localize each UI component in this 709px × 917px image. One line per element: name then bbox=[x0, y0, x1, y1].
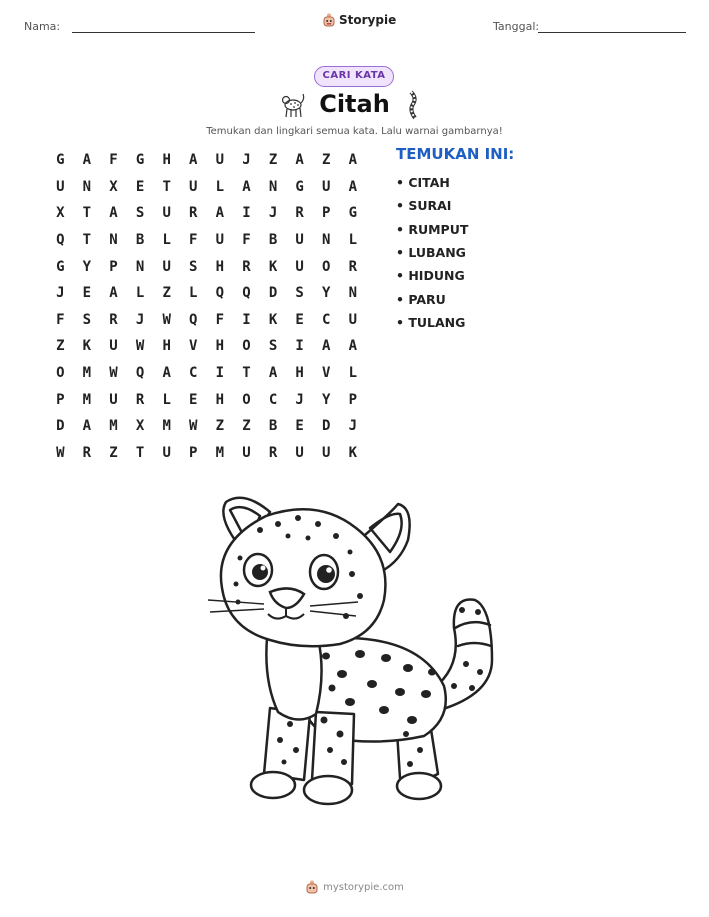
grid-letter[interactable]: N bbox=[348, 285, 358, 302]
storypie-footer-logo-icon bbox=[305, 879, 319, 895]
cheetah-tail-icon bbox=[406, 90, 420, 120]
grid-letter[interactable]: T bbox=[242, 365, 251, 382]
grid-letter[interactable]: A bbox=[268, 365, 278, 382]
grid-letter[interactable]: U bbox=[295, 444, 304, 461]
grid-letter[interactable]: A bbox=[162, 365, 171, 382]
grid-letter[interactable]: V bbox=[322, 365, 331, 382]
grid-letter[interactable]: L bbox=[162, 232, 171, 249]
grid-letter[interactable]: U bbox=[348, 311, 358, 328]
grid-letter[interactable]: A bbox=[322, 338, 331, 355]
grid-row bbox=[47, 440, 366, 467]
grid-letter[interactable]: N bbox=[322, 232, 331, 249]
grid-letter[interactable]: H bbox=[215, 338, 225, 355]
grid-letter[interactable]: Z bbox=[268, 152, 278, 169]
word-list-item: • TULANG bbox=[396, 314, 466, 330]
grid-letter[interactable]: Y bbox=[82, 258, 92, 275]
grid-letter[interactable]: U bbox=[189, 178, 198, 195]
storypie-logo-icon bbox=[322, 12, 336, 28]
name-label: Nama: bbox=[24, 20, 61, 33]
word-list-item: • SURAI bbox=[396, 198, 452, 214]
grid-letter[interactable]: I bbox=[242, 311, 251, 328]
grid-letter[interactable]: J bbox=[242, 152, 251, 169]
grid-letter[interactable]: G bbox=[348, 205, 358, 222]
grid-letter[interactable]: Q bbox=[215, 285, 225, 302]
grid-letter[interactable]: L bbox=[348, 365, 358, 382]
grid-letter[interactable]: U bbox=[322, 178, 331, 195]
grid-letter[interactable]: J bbox=[56, 285, 65, 302]
grid-letter[interactable]: W bbox=[56, 444, 65, 461]
grid-letter[interactable]: G bbox=[295, 178, 304, 195]
brand-name: Storypie bbox=[339, 13, 397, 27]
grid-letter[interactable]: B bbox=[268, 232, 278, 249]
grid-letter[interactable]: A bbox=[189, 152, 198, 169]
grid-letter[interactable]: A bbox=[348, 338, 358, 355]
word-list-item: • RUMPUT bbox=[396, 221, 469, 237]
grid-letter[interactable]: U bbox=[162, 444, 171, 461]
grid-letter[interactable]: U bbox=[242, 444, 251, 461]
grid-letter[interactable]: H bbox=[162, 338, 171, 355]
grid-letter[interactable]: W bbox=[162, 311, 171, 328]
grid-letter[interactable]: K bbox=[268, 311, 278, 328]
grid-letter[interactable]: Z bbox=[162, 285, 171, 302]
grid-letter[interactable]: L bbox=[162, 391, 171, 408]
grid-letter[interactable]: J bbox=[348, 418, 358, 435]
brand-logo bbox=[322, 12, 396, 28]
grid-letter[interactable]: V bbox=[189, 338, 198, 355]
grid-letter[interactable]: W bbox=[135, 338, 145, 355]
grid-letter[interactable]: E bbox=[135, 178, 145, 195]
grid-letter[interactable]: R bbox=[109, 311, 118, 328]
grid-row bbox=[47, 174, 366, 201]
grid-letter[interactable]: Z bbox=[322, 152, 331, 169]
grid-letter[interactable]: A bbox=[215, 205, 225, 222]
grid-letter[interactable]: R bbox=[348, 258, 358, 275]
grid-letter[interactable]: X bbox=[135, 418, 145, 435]
grid-letter[interactable]: G bbox=[56, 258, 65, 275]
grid-letter[interactable]: A bbox=[242, 178, 251, 195]
grid-letter[interactable]: N bbox=[109, 232, 118, 249]
grid-letter[interactable]: P bbox=[348, 391, 358, 408]
page-title: Citah bbox=[319, 90, 390, 118]
grid-letter[interactable]: J bbox=[268, 205, 278, 222]
grid-letter[interactable]: F bbox=[242, 232, 251, 249]
grid-letter[interactable]: H bbox=[162, 152, 171, 169]
grid-letter[interactable]: B bbox=[135, 232, 145, 249]
date-field[interactable] bbox=[538, 32, 686, 33]
grid-letter[interactable]: D bbox=[268, 285, 278, 302]
grid-letter[interactable]: M bbox=[82, 365, 92, 382]
grid-letter[interactable]: R bbox=[189, 205, 198, 222]
grid-letter[interactable]: U bbox=[56, 178, 65, 195]
word-list-title: TEMUKAN INI: bbox=[396, 145, 515, 163]
grid-letter[interactable]: R bbox=[242, 258, 251, 275]
grid-letter[interactable]: A bbox=[295, 152, 304, 169]
name-field[interactable] bbox=[72, 32, 255, 33]
grid-letter[interactable]: T bbox=[162, 178, 171, 195]
grid-letter[interactable]: A bbox=[348, 178, 358, 195]
category-badge: CARI KATA bbox=[314, 66, 394, 87]
grid-row bbox=[47, 147, 366, 174]
grid-letter[interactable]: E bbox=[82, 285, 92, 302]
grid-letter[interactable]: O bbox=[242, 338, 251, 355]
grid-letter[interactable]: M bbox=[162, 418, 171, 435]
grid-letter[interactable]: T bbox=[82, 232, 92, 249]
grid-letter[interactable]: H bbox=[215, 258, 225, 275]
grid-letter[interactable]: M bbox=[215, 444, 225, 461]
grid-letter[interactable]: C bbox=[189, 365, 198, 382]
grid-letter[interactable]: Z bbox=[109, 444, 118, 461]
grid-letter[interactable]: O bbox=[242, 391, 251, 408]
grid-letter[interactable]: P bbox=[189, 444, 198, 461]
grid-letter[interactable]: I bbox=[295, 338, 304, 355]
grid-letter[interactable]: H bbox=[295, 365, 304, 382]
grid-letter[interactable]: N bbox=[82, 178, 92, 195]
grid-letter[interactable]: X bbox=[109, 178, 118, 195]
grid-letter[interactable]: K bbox=[268, 258, 278, 275]
grid-letter[interactable]: E bbox=[295, 418, 304, 435]
grid-letter[interactable]: U bbox=[215, 232, 225, 249]
instructions: Temukan dan lingkari semua kata. Lalu warnai gambarnya! bbox=[206, 126, 503, 137]
grid-letter[interactable]: A bbox=[82, 418, 92, 435]
word-search-grid[interactable] bbox=[47, 147, 366, 466]
grid-letter[interactable]: S bbox=[268, 338, 278, 355]
grid-letter[interactable]: C bbox=[268, 391, 278, 408]
grid-letter[interactable]: F bbox=[215, 311, 225, 328]
grid-row bbox=[47, 200, 366, 227]
grid-row bbox=[47, 227, 366, 254]
grid-letter[interactable]: U bbox=[295, 232, 304, 249]
grid-letter[interactable]: F bbox=[189, 232, 198, 249]
grid-letter[interactable]: A bbox=[348, 152, 358, 169]
footer-url[interactable]: mystorypie.com bbox=[323, 881, 404, 893]
grid-letter[interactable]: Q bbox=[242, 285, 251, 302]
grid-letter[interactable]: F bbox=[109, 152, 118, 169]
grid-letter[interactable]: A bbox=[82, 152, 92, 169]
grid-letter[interactable]: P bbox=[109, 258, 118, 275]
grid-letter[interactable]: R bbox=[82, 444, 92, 461]
grid-letter[interactable]: U bbox=[162, 258, 171, 275]
grid-letter[interactable]: E bbox=[189, 391, 198, 408]
grid-letter[interactable]: H bbox=[215, 391, 225, 408]
grid-letter[interactable]: G bbox=[135, 152, 145, 169]
grid-letter[interactable]: S bbox=[82, 311, 92, 328]
grid-row bbox=[47, 413, 366, 440]
grid-letter[interactable]: N bbox=[135, 258, 145, 275]
grid-letter[interactable]: W bbox=[109, 365, 118, 382]
word-list-item: • CITAH bbox=[396, 175, 450, 191]
grid-letter[interactable]: L bbox=[189, 285, 198, 302]
grid-row bbox=[47, 333, 366, 360]
grid-letter[interactable]: R bbox=[268, 444, 278, 461]
grid-row bbox=[47, 360, 366, 387]
grid-letter[interactable]: D bbox=[322, 418, 331, 435]
grid-row bbox=[47, 386, 366, 413]
grid-letter[interactable]: Z bbox=[242, 418, 251, 435]
grid-letter[interactable]: A bbox=[109, 205, 118, 222]
grid-letter[interactable]: P bbox=[322, 205, 331, 222]
grid-letter[interactable]: Z bbox=[56, 338, 65, 355]
grid-letter[interactable]: Q bbox=[189, 311, 198, 328]
grid-letter[interactable]: L bbox=[135, 285, 145, 302]
grid-letter[interactable]: I bbox=[242, 205, 251, 222]
word-list-item: • PARU bbox=[396, 291, 446, 307]
word-list-item: • HIDUNG bbox=[396, 268, 465, 284]
grid-row bbox=[47, 253, 366, 280]
grid-letter[interactable]: Z bbox=[215, 418, 225, 435]
footer bbox=[0, 879, 709, 895]
word-list bbox=[396, 171, 468, 334]
grid-letter[interactable]: O bbox=[322, 258, 331, 275]
grid-letter[interactable]: J bbox=[135, 311, 145, 328]
grid-letter[interactable]: K bbox=[82, 338, 92, 355]
grid-letter[interactable]: M bbox=[82, 391, 92, 408]
grid-letter[interactable]: N bbox=[268, 178, 278, 195]
grid-letter[interactable]: S bbox=[295, 285, 304, 302]
grid-letter[interactable]: U bbox=[162, 205, 171, 222]
word-list-item: • LUBANG bbox=[396, 245, 466, 261]
grid-row bbox=[47, 307, 366, 334]
grid-letter[interactable]: U bbox=[295, 258, 304, 275]
cheetah-coloring-illustration[interactable] bbox=[200, 488, 505, 813]
grid-letter[interactable]: E bbox=[295, 311, 304, 328]
grid-letter[interactable]: U bbox=[322, 444, 331, 461]
grid-letter[interactable]: Y bbox=[322, 285, 331, 302]
grid-letter[interactable]: T bbox=[135, 444, 145, 461]
grid-letter[interactable]: Q bbox=[56, 232, 65, 249]
grid-letter[interactable]: J bbox=[295, 391, 304, 408]
grid-row bbox=[47, 280, 366, 307]
grid-letter[interactable]: R bbox=[295, 205, 304, 222]
grid-letter[interactable]: K bbox=[348, 444, 358, 461]
grid-letter[interactable]: G bbox=[56, 152, 65, 169]
date-label: Tanggal: bbox=[493, 20, 540, 33]
grid-letter[interactable]: M bbox=[109, 418, 118, 435]
grid-letter[interactable]: X bbox=[56, 205, 65, 222]
grid-letter[interactable]: U bbox=[109, 391, 118, 408]
grid-letter[interactable]: P bbox=[56, 391, 65, 408]
grid-letter[interactable]: W bbox=[189, 418, 198, 435]
grid-letter[interactable]: S bbox=[189, 258, 198, 275]
grid-letter[interactable]: L bbox=[215, 178, 225, 195]
grid-letter[interactable]: Q bbox=[135, 365, 145, 382]
grid-letter[interactable]: S bbox=[135, 205, 145, 222]
grid-letter[interactable]: D bbox=[56, 418, 65, 435]
grid-letter[interactable]: B bbox=[268, 418, 278, 435]
grid-letter[interactable]: Y bbox=[322, 391, 331, 408]
grid-letter[interactable]: U bbox=[215, 152, 225, 169]
grid-letter[interactable]: R bbox=[135, 391, 145, 408]
grid-letter[interactable]: L bbox=[348, 232, 358, 249]
grid-letter[interactable]: U bbox=[109, 338, 118, 355]
grid-letter[interactable]: F bbox=[56, 311, 65, 328]
grid-letter[interactable]: T bbox=[82, 205, 92, 222]
grid-letter[interactable]: A bbox=[109, 285, 118, 302]
grid-letter[interactable]: C bbox=[322, 311, 331, 328]
grid-letter[interactable]: I bbox=[215, 365, 225, 382]
grid-letter[interactable]: O bbox=[56, 365, 65, 382]
